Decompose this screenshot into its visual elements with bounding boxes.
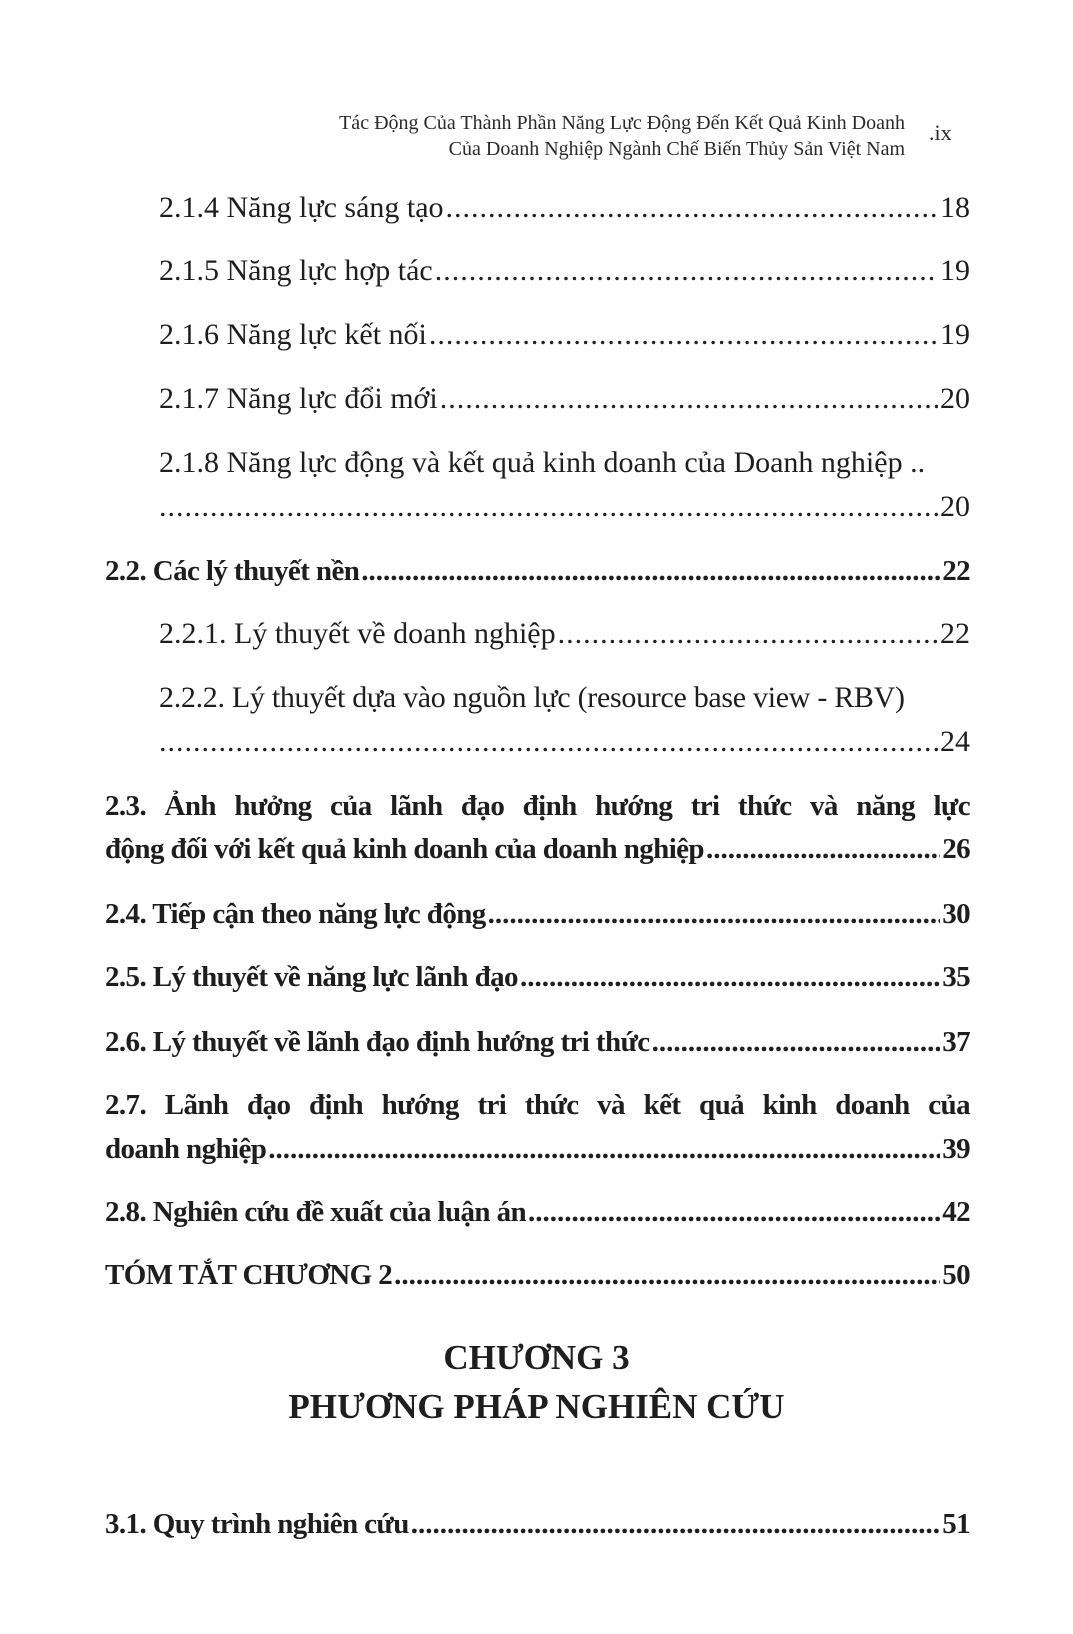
toc-entry-2-3-label-line-1[interactable]: 2.3. Ảnh hưởng của lãnh đạo định hướng tri thức và năng lực <box>105 790 970 822</box>
toc-entry-2-1-4[interactable] <box>159 191 970 225</box>
toc-entry-2-5[interactable] <box>105 960 970 994</box>
running-header-line-1: Tác Động Của Thành Phần Năng Lực Động Đến Kết Quả Kinh Doanh <box>339 112 905 134</box>
toc-entry-label: 2.5. Lý thuyết về năng lực lãnh đạo <box>105 961 518 993</box>
toc-entry-summary-chapter-2[interactable] <box>105 1258 970 1292</box>
toc-entry-page: 37 <box>942 1026 970 1058</box>
dot-leader <box>488 897 941 931</box>
dot-leader <box>411 1507 940 1541</box>
dot-leader <box>429 318 938 352</box>
chapter-number: CHƯƠNG 3 <box>443 1338 630 1377</box>
toc-entry-label: doanh nghiệp <box>105 1133 267 1165</box>
toc-entry-2-2-2-page-line[interactable] <box>159 725 970 759</box>
toc-entry-2-2-2-label[interactable]: 2.2.2. Lý thuyết dựa vào nguồn lực (resource base view - RBV) <box>159 681 905 714</box>
dot-leader <box>159 725 938 759</box>
toc-entry-2-3[interactable] <box>105 832 970 866</box>
toc-entry-2-6[interactable] <box>105 1025 970 1059</box>
dot-leader <box>446 191 938 225</box>
dot-leader <box>435 254 938 288</box>
toc-entry-page: 24 <box>940 725 970 758</box>
toc-entry-page: 30 <box>942 898 970 930</box>
toc-entry-2-2[interactable] <box>105 554 970 588</box>
toc-entry-page: 26 <box>942 833 970 865</box>
toc-entry-page: 50 <box>942 1259 970 1291</box>
toc-entry-label: 2.8. Nghiên cứu đề xuất của luận án <box>105 1196 527 1228</box>
toc-entry-label: 2.1.5 Năng lực hợp tác <box>159 254 433 287</box>
toc-entry-page: 51 <box>942 1508 970 1540</box>
dot-leader <box>528 1195 940 1229</box>
toc-entry-page: 18 <box>940 191 970 224</box>
toc-entry-page: 39 <box>942 1133 970 1165</box>
dot-leader <box>394 1258 940 1292</box>
toc-entry-page: 20 <box>940 490 970 523</box>
toc-entry-page: 22 <box>942 555 970 587</box>
toc-entry-2-4[interactable] <box>105 897 970 931</box>
toc-entry-label: 2.1.4 Năng lực sáng tạo <box>159 191 444 224</box>
dot-leader <box>520 960 940 994</box>
toc-entry-label: 2.1.7 Năng lực đổi mới <box>159 382 438 415</box>
dot-leader <box>558 617 938 651</box>
toc-entry-page: 22 <box>940 617 970 650</box>
dot-leader <box>268 1132 940 1166</box>
dot-leader <box>159 490 938 524</box>
toc-entry-2-1-8-label[interactable]: 2.1.8 Năng lực động và kết quả kinh doanh của Doanh nghiệp .. <box>159 446 926 479</box>
toc-entry-label: 2.6. Lý thuyết về lãnh đạo định hướng tri thức <box>105 1026 650 1058</box>
toc-entry-label: 2.2. Các lý thuyết nền <box>105 555 360 587</box>
toc-entry-3-1[interactable] <box>105 1507 970 1541</box>
toc-entry-2-7-label-line-1[interactable]: 2.7. Lãnh đạo định hướng tri thức và kết quả kinh doanh của <box>105 1089 970 1121</box>
toc-entry-label: 2.1.6 Năng lực kết nối <box>159 318 427 351</box>
toc-entry-2-2-1[interactable] <box>159 617 970 651</box>
dot-leader <box>440 382 938 416</box>
toc-entry-label: 3.1. Quy trình nghiên cứu <box>105 1508 409 1540</box>
toc-entry-2-8[interactable] <box>105 1195 970 1229</box>
toc-entry-label: 2.4. Tiếp cận theo năng lực động <box>105 898 486 930</box>
toc-entry-page: 20 <box>940 382 970 415</box>
toc-entry-label: TÓM TẮT CHƯƠNG 2 <box>105 1259 393 1291</box>
toc-entry-2-1-7[interactable] <box>159 382 970 416</box>
chapter-title: PHƯƠNG PHÁP NGHIÊN CỨU <box>288 1387 785 1426</box>
toc-entry-page: 35 <box>942 961 970 993</box>
toc-entry-page: 42 <box>942 1196 970 1228</box>
toc-entry-page: 19 <box>940 254 970 287</box>
toc-entry-page: 19 <box>940 318 970 351</box>
dot-leader <box>706 832 940 866</box>
toc-entry-2-1-8-page-line[interactable] <box>159 490 970 524</box>
page-number: .ix <box>929 120 952 145</box>
toc-entry-2-7[interactable] <box>105 1132 970 1166</box>
dot-leader <box>361 554 940 588</box>
running-header-line-2: Của Doanh Nghiệp Ngành Chế Biến Thủy Sản Việt Nam <box>448 138 905 160</box>
toc-entry-label: động đối với kết quả kinh doanh của doanh nghiệp <box>105 833 704 865</box>
toc-entry-2-1-5[interactable] <box>159 254 970 288</box>
dot-leader <box>652 1025 941 1059</box>
toc-entry-2-1-6[interactable] <box>159 318 970 352</box>
toc-entry-label: 2.2.1. Lý thuyết về doanh nghiệp <box>159 617 556 650</box>
